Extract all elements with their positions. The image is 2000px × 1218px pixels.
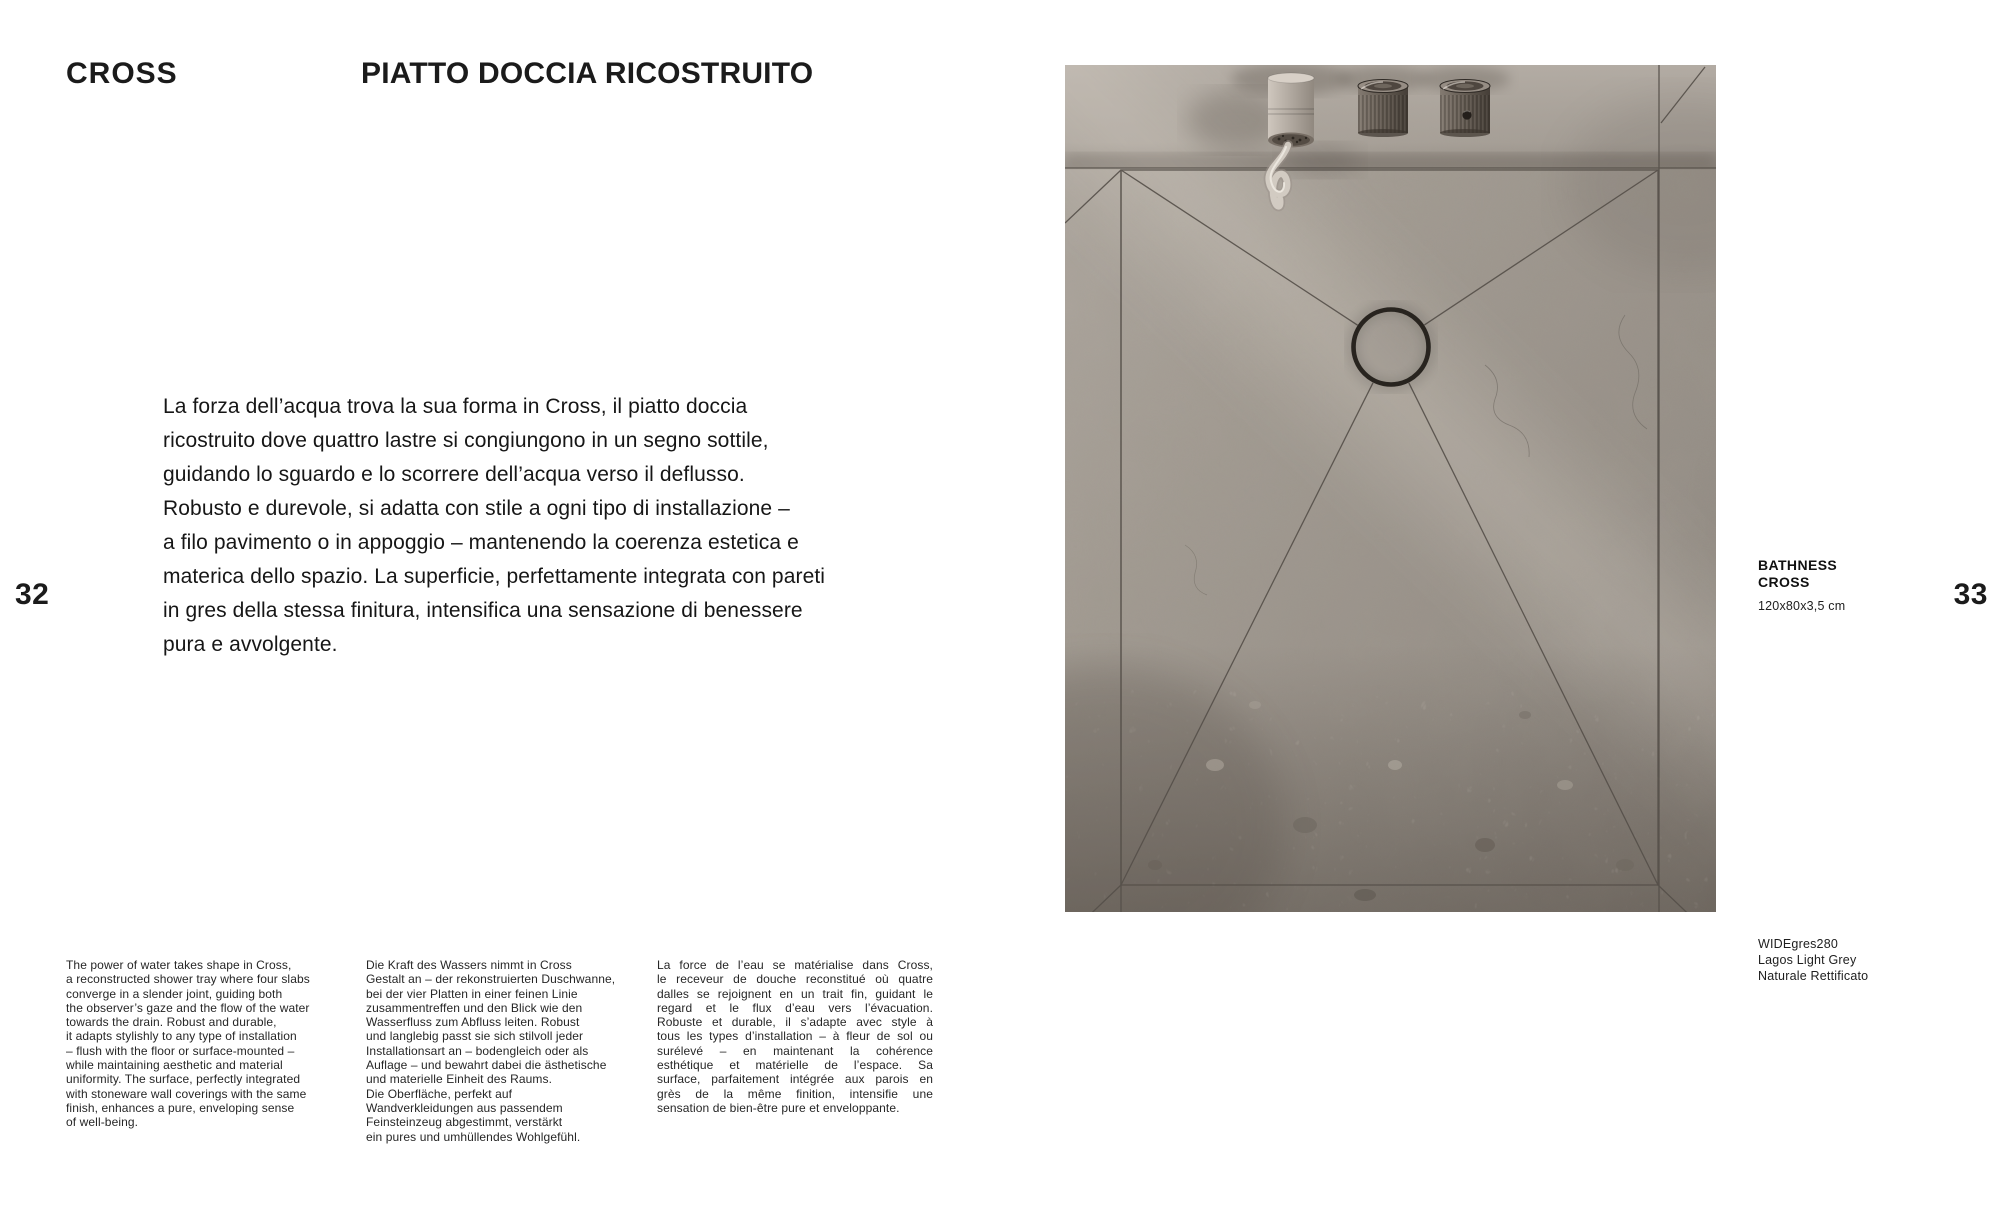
material-finish-label: WIDEgres280 Lagos Light Grey Naturale Rettificato <box>1758 937 1869 983</box>
translation-german: Die Kraft des Wassers nimmt in Cross Gestalt an – der rekonstruierten Duschwanne, bei der vier Platten in einer feinen Linie zusammentreffen und den Blick wie den Wasserfluss zum Abfluss leiten. Robust und langlebig passt sie sich stilvoll jeder Installationsart an – bodengleich oder als Auflage – und bewahrt dabei die ästhetische und materielle Einheit des Raums. Die Oberfläche, perfekt auf Wandverkleidungen aus passendem Feinsteinzeug abgestimmt, verstärkt ein pures und umhüllendes Wohlgefühl. <box>366 958 616 1144</box>
translation-english: The power of water takes shape in Cross, a reconstructed shower tray where four slabs converge in a slender joint, guiding both the observer’s gaze and the flow of the water towards the drain. Robust and durable, it adapts stylishly to any type of installation – flush with the floor or surface-mounted – while maintaining aesthetic and material uniformity. The surface, perfectly integrated with stoneware wall coverings with the same finish, enhances a pure, enveloping sense of well-being. <box>66 958 310 1130</box>
page-number-left: 32 <box>15 578 50 611</box>
product-info-block <box>1758 557 1845 614</box>
intro-paragraph-italian: La forza dell’acqua trova la sua forma in Cross, il piatto doccia ricostruito dove quattro lastre si congiungono in un segno sottile, guidando lo sguardo e lo scorrere dell’acqua verso il deflusso. Robusto e durevole, si adatta con stile a ogni tipo di installazione – a filo pavimento o in appoggio – mantenendo la coerenza estetica e materica dello spazio. La superficie, perfettamente integrata con pareti in gres della stessa finitura, intensifica una sensazione di benessere pura e avvolgente. <box>163 395 826 656</box>
product-photo <box>1065 65 1716 912</box>
tap-knob-right <box>1440 80 1490 138</box>
series-name: CROSS <box>66 57 178 90</box>
page-number-right: 33 <box>1953 578 1988 611</box>
page-title: PIATTO DOCCIA RICOSTRUITO <box>361 57 814 90</box>
tap-knob-left <box>1358 80 1408 138</box>
product-name-label: BATHNESS CROSS <box>1758 557 1838 590</box>
shower-tray-top-view <box>1065 65 1716 912</box>
drain <box>1352 308 1430 386</box>
translation-french: La force de l’eau se matérialise dans Cross, le receveur de douche reconstitué où quatre dalles se rejoignent en un trait fin, guidant le regard et le flux d’eau vers l’évacuation. Robuste et durable, il s’adapte avec style à tous les types d’installation – à fleur de sol ou surélevé – en maintenant la cohérence esthétique et matérielle de l’espace. Sa surface, parfaitement intégrée aux parois en grès de la même finition, intensifie une sensation de bien-être pure et enveloppante. <box>657 958 933 1115</box>
drain-ring <box>1354 310 1429 385</box>
product-size-label: 120x80x3,5 cm <box>1758 599 1846 613</box>
